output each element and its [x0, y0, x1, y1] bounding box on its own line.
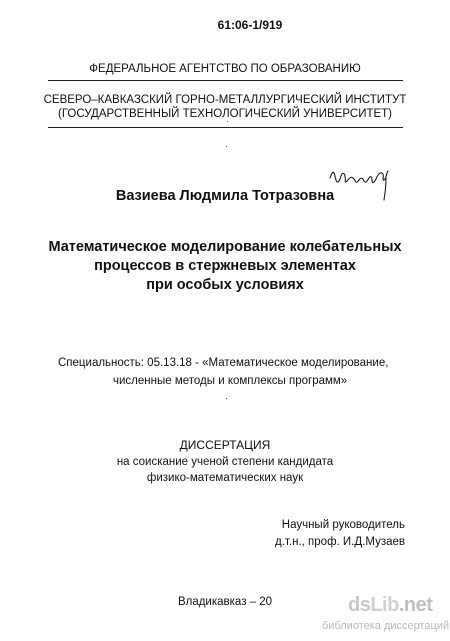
author-signature [326, 164, 396, 204]
institute-name [0, 93, 450, 121]
title-line-2: процессов в стержневых элементах [94, 258, 356, 274]
scan-speck [226, 398, 227, 399]
watermark-tagline: библиотека диссертаций [322, 620, 450, 632]
author-name: Вазиева Людмила Тотразовна [115, 188, 335, 204]
degree-line-1: на соискание ученой степени кандидата [116, 456, 334, 468]
dissertation-heading: ДИССЕРТАЦИЯ [179, 438, 271, 452]
logo-part-net: .net [398, 594, 433, 616]
archive-code: 61:06-1/919 [217, 18, 283, 32]
degree-line-2: физико-математических наук [146, 472, 304, 484]
city-year: Владикавказ – 20 [177, 596, 273, 608]
divider-line [48, 127, 403, 128]
institute-line-2: (ГОСУДАРСТВЕННЫЙ ТЕХНОЛОГИЧЕСКИЙ УНИВЕРСИТЕТ) [57, 108, 393, 120]
dissertation-title [0, 238, 450, 295]
logo-part-lib: Lib [370, 594, 399, 616]
institute-line-1: СЕВЕРО–КАВКАЗСКИЙ ГОРНО-МЕТАЛЛУРГИЧЕСКИЙ ИНСТИТУТ [43, 94, 407, 106]
scan-speck [226, 146, 227, 147]
scan-speck [227, 121, 228, 122]
divider-line [48, 80, 403, 81]
title-line-1: Математическое моделирование колебательных [48, 239, 402, 255]
title-line-3: при особых условиях [146, 277, 304, 293]
specialty-line-1: Специальность: 05.13.18 - «Математическое моделирование, [58, 357, 389, 369]
agency-name: ФЕДЕРАЛЬНОЕ АГЕНТСТВО ПО ОБРАЗОВАНИЮ [89, 63, 361, 75]
degree-description [0, 454, 450, 486]
specialty-line-2: численные методы и комплексы программ» [113, 375, 348, 387]
supervisor-name: д.т.н., проф. И.Д.Музаев [275, 536, 405, 548]
supervisor-block [255, 517, 405, 551]
logo-part-ds: ds [348, 594, 371, 616]
supervisor-label: Научный руководитель [281, 519, 405, 531]
watermark-logo [348, 594, 432, 617]
